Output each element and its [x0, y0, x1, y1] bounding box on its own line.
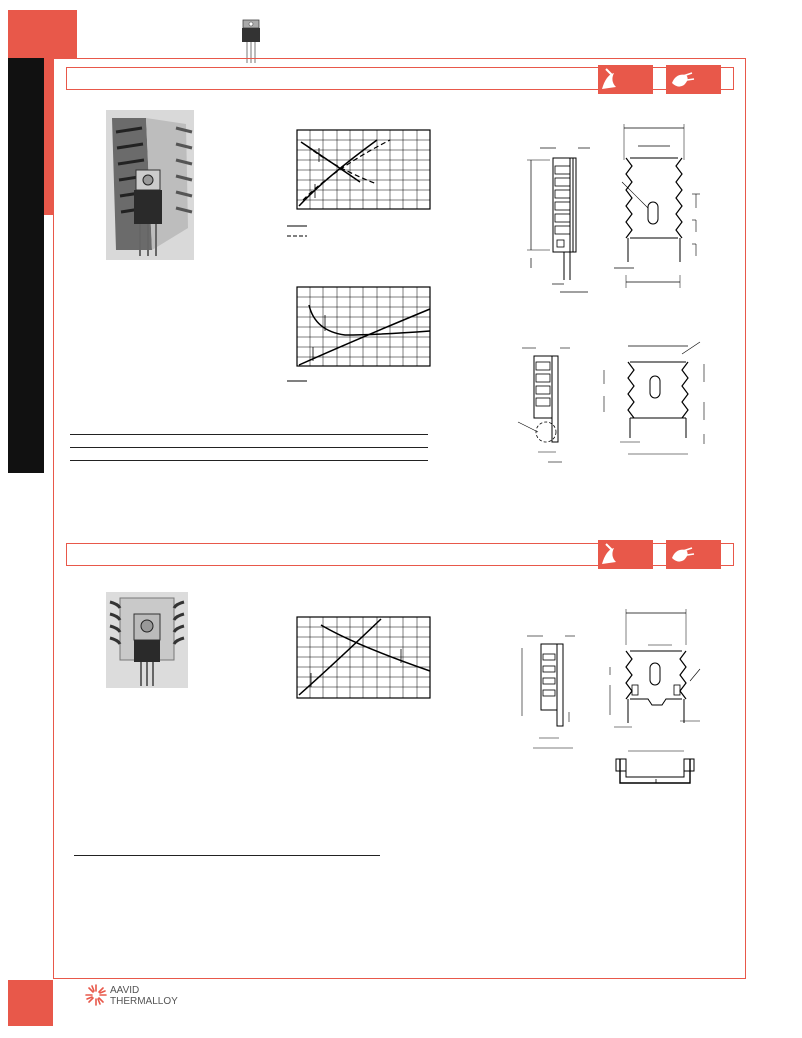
sidebar-black: [8, 58, 44, 473]
chart-3: [285, 615, 435, 705]
corner-tab-top: [8, 10, 77, 58]
front-view-drawing-1: [600, 120, 710, 295]
front-view-drawing-3: [604, 605, 708, 735]
side-view-drawing-3: [515, 628, 581, 754]
badge-2a: [598, 540, 653, 569]
side-view-drawing-1: [520, 140, 592, 295]
heatsink-photo-2: [106, 592, 188, 688]
brand-name-line1: AAVID: [110, 985, 140, 996]
chart-2: [285, 285, 435, 385]
side-view-drawing-2: [512, 342, 580, 467]
top-view-drawing-3: [612, 745, 696, 789]
table-rule-1: [70, 434, 428, 435]
badge-1a: [598, 65, 653, 94]
chart-1: [285, 128, 435, 243]
corner-tab-bottom: [8, 980, 53, 1026]
table-rule-2: [70, 447, 428, 448]
badge-1b: [666, 65, 721, 94]
brand-logo: [84, 983, 178, 1007]
badge-2b: [666, 540, 721, 569]
table-rule-3: [70, 460, 428, 461]
brand-name-line2: THERMALLOY: [110, 996, 178, 1007]
sidebar-red: [44, 58, 53, 215]
front-view-drawing-2: [596, 338, 714, 466]
heatsink-photo-1: [106, 110, 194, 260]
table-rule-4: [74, 855, 380, 856]
brand-sunburst-icon: [84, 983, 108, 1007]
